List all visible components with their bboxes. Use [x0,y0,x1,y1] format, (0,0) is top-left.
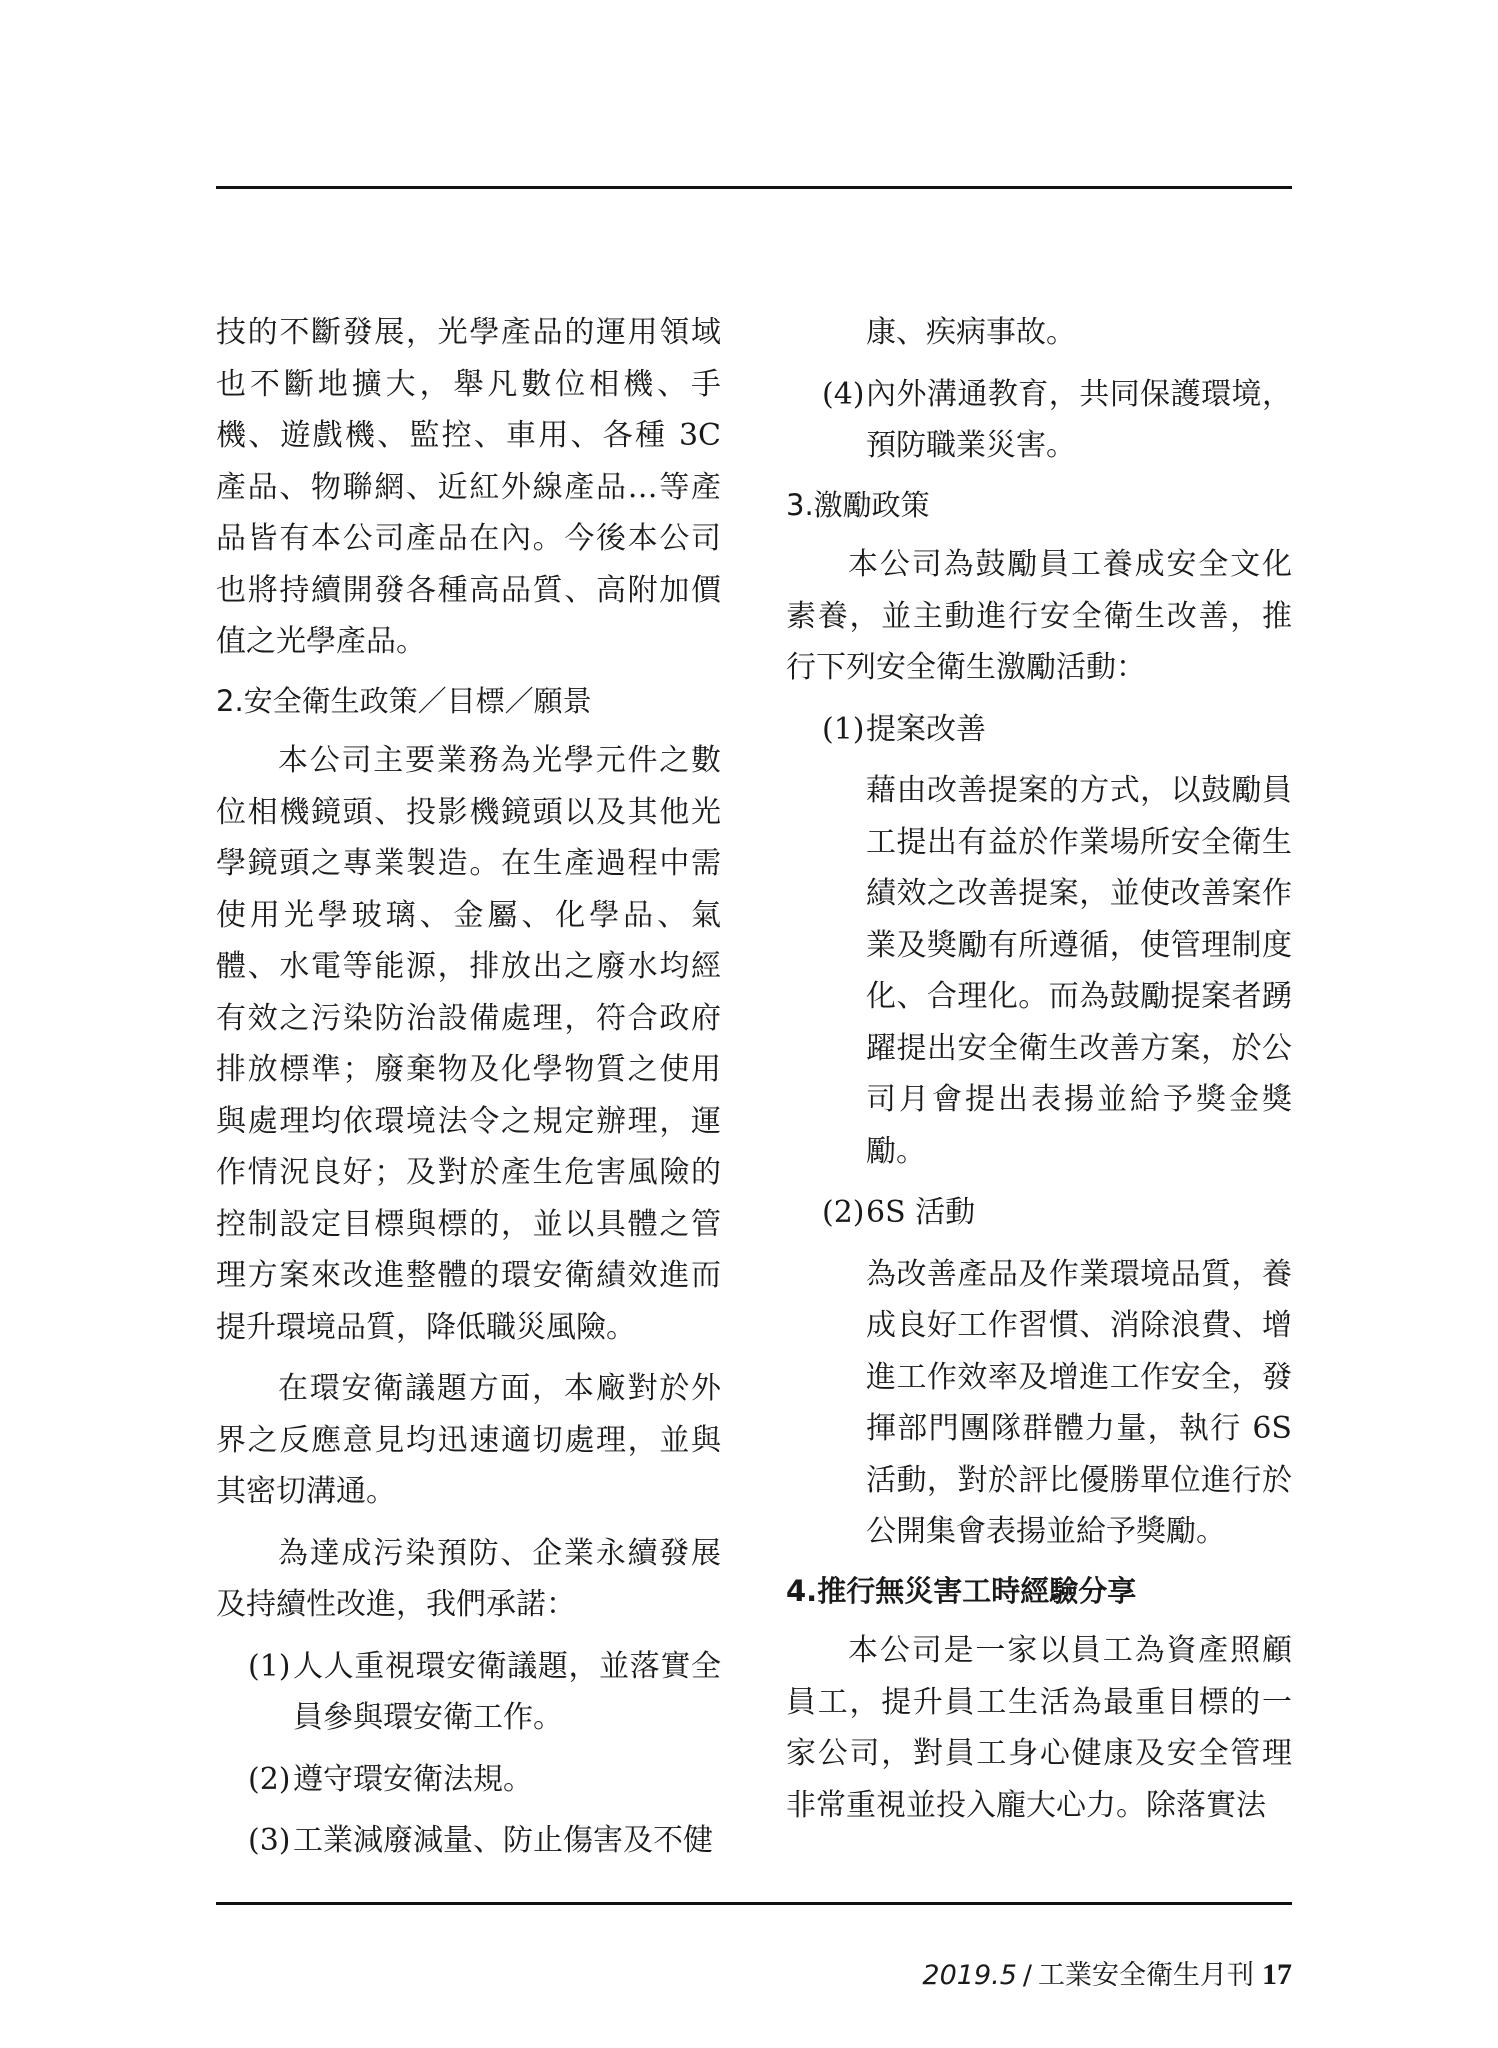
commitment-number: (3) [248,1823,291,1858]
activity-2-title [786,1187,1292,1239]
section-3-heading: 3.激勵政策 [786,487,930,522]
commitment-text: 內外溝通教育，共同保護環境，預防職業災害。 [866,376,1292,463]
section-2-paragraph-2: 在環安衛議題方面，本廠對於外界之反應意見均迅速適切處理，並與其密切溝通。 [216,1371,721,1509]
commitment-number: (4) [822,376,865,412]
activity-title: 6S 活動 [866,1195,976,1230]
footer-separator: / [1022,1960,1032,1991]
activity-title: 提案改善 [866,711,986,747]
commitment-number: (2) [248,1761,291,1797]
section-2-paragraph-3: 為達成污染預防、企業永續發展及持續性改進，我們承諾： [216,1535,721,1622]
activity-number: (1) [822,711,865,747]
commitment-item-3 [216,1815,721,1867]
right-column [786,307,1292,1831]
section-3-paragraph: 本公司為鼓勵員工養成安全文化素養，並主動進行安全衛生改善，推行下列安全衛生激勵活動： [786,547,1292,685]
activity-2-body: 為改善產品及作業環境品質，養成良好工作習慣、消除浪費、增進工作效率及增進工作安全，發揮部門團隊群體力量，執行 6S 活動，對於評比優勝單位進行於公開集會表揚並給予獎勵。 [866,1256,1292,1549]
section-2-paragraph-1: 本公司主要業務為光學元件之數位相機鏡頭、投影機鏡頭以及其他光學鏡頭之專業製造。在生產過程中需使用光學玻璃、金屬、化學品、氣體、水電等能源，排放出之廢水均經有效之污染防治設備處理，符合政府排放標準；廢棄物及化學物質之使用與處理均依環境法令之規定辦理，運作情況良好；及對於產生危害風險的控制設定目標與標的，並以具體之管理方案來改進整體的環安衛績效進而提升環境品質，降低職災風險。 [216,743,721,1345]
commitment-3-continuation: 康、疾病事故。 [866,315,1076,350]
commitment-item-2 [216,1754,721,1806]
commitment-text: 工業減廢減量、防止傷害及不健 [293,1823,713,1858]
header-rule [216,186,1292,189]
section-4-paragraph: 本公司是一家以員工為資產照顧員工，提升員工生活為最重目標的一家公司，對員工身心健康及安全管理非常重視並投入龐大心力。除落實法 [786,1633,1292,1823]
activity-1-body: 藉由改善提案的方式，以鼓勵員工提出有益於作業場所安全衛生績效之改善提案，並使改善案作業及獎勵有所遵循，使管理制度化、合理化。而為鼓勵提案者踴躍提出安全衛生改善方案，於公司月會提出表揚並給予獎金獎勵。 [866,773,1292,1169]
activity-number: (2) [822,1195,865,1230]
commitment-item-4 [786,369,1292,472]
intro-paragraph: 技的不斷發展，光學產品的運用領域也不斷地擴大，舉凡數位相機、手機、遊戲機、監控、車用、各種 3C 產品、物聯網、近紅外線產品…等產品皆有本公司產品在內。今後本公司也將持續開發各種高品質、高附加價值之光學產品。 [216,315,721,659]
section-2-heading: 2.安全衛生政策／目標／願景 [216,683,592,718]
commitment-text: 人人重視環安衛議題，並落實全員參與環安衛工作。 [293,1648,721,1735]
page-footer [922,1957,1292,1994]
activity-1-title [786,704,1292,756]
issue-date: 2019.5 [922,1960,1017,1991]
commitment-number: (1) [248,1648,291,1684]
page-number: 17 [1262,1958,1292,1991]
section-4-heading: 4.推行無災害工時經驗分享 [786,1573,1137,1608]
commitment-item-1 [216,1641,721,1744]
magazine-title: 工業安全衛生月刊 [1038,1960,1254,1991]
footer-rule [216,1902,1292,1905]
left-column [216,307,721,1867]
commitment-text: 遵守環安衛法規。 [293,1761,533,1797]
